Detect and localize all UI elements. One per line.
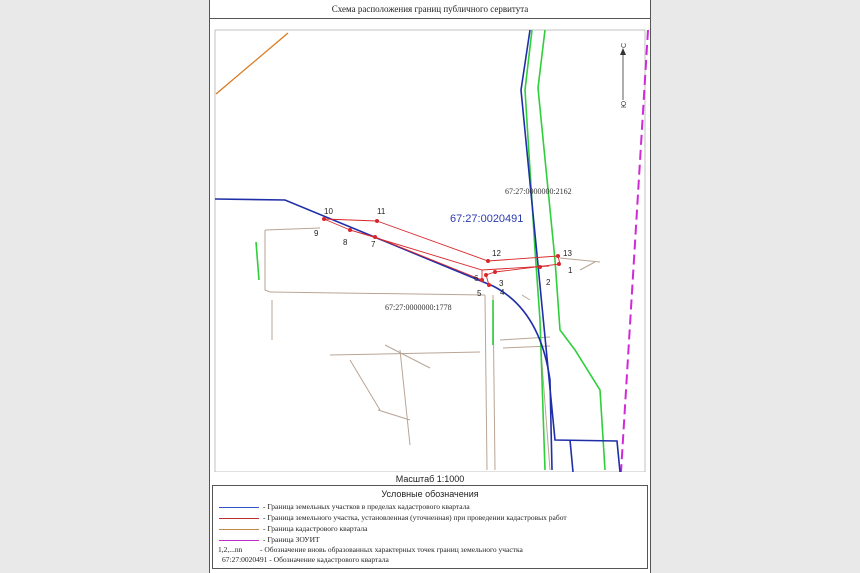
legend-key: 67:27:0020491: [222, 555, 268, 564]
legend-item-text: - Обозначение кадастрового квартала: [269, 555, 389, 564]
legend-item-text: - Обозначение вновь образованных характерных точек границ земельного участка: [260, 545, 523, 554]
boundary-point: [538, 265, 542, 269]
quarter-boundary-line: [216, 33, 288, 94]
point-label: 7: [371, 240, 376, 249]
legend-swatch: [219, 540, 259, 541]
map-sheet: [209, 0, 651, 573]
boundary-point: [487, 283, 491, 287]
map-canvas: [210, 0, 650, 472]
page-title: Схема расположения границ публичного сервитута: [210, 0, 650, 19]
north-arrow: [620, 48, 626, 100]
point-label: 1: [568, 266, 573, 275]
legend-swatch: [219, 507, 259, 508]
legend-swatch: [219, 518, 259, 519]
point-label: 8: [343, 238, 348, 247]
point-label: 2: [546, 278, 551, 287]
legend-item-text: - Граница ЗОУИТ: [263, 535, 320, 544]
boundary-points: [322, 217, 561, 287]
south-label: Ю: [621, 100, 628, 108]
boundary-point: [375, 219, 379, 223]
point-label: 5: [477, 289, 482, 298]
boundary-point: [480, 278, 484, 282]
quarter-label: 67:27:0020491: [450, 213, 524, 225]
scale-text: Масштаб 1:1000: [395, 474, 465, 484]
point-label: 10: [324, 207, 333, 216]
legend-item: [219, 502, 470, 512]
green-boundary-lines: [256, 30, 605, 470]
legend-key: 1,2,...nn: [218, 545, 243, 554]
legend-item-text: - Граница земельных участков в пределах кадастрового квартала: [263, 502, 470, 511]
boundary-point: [484, 273, 488, 277]
point-label: 3: [499, 279, 504, 288]
point-label: 9: [314, 229, 319, 238]
boundary-point: [493, 270, 497, 274]
boundary-point: [556, 254, 560, 258]
point-label: 4: [500, 288, 505, 297]
road-lines: [265, 228, 600, 470]
blue-parcel-lines: [215, 30, 620, 472]
north-label: С: [621, 42, 628, 48]
parcel-label: 67:27:0000000:1778: [385, 303, 452, 312]
point-label: 12: [492, 249, 501, 258]
boundary-point: [557, 262, 561, 266]
boundary-point: [348, 228, 352, 232]
legend-item: [219, 524, 367, 534]
map-frame: [215, 30, 645, 472]
boundary-point: [322, 217, 326, 221]
boundary-point: [373, 235, 377, 239]
legend-item-text: - Граница кадастрового квартала: [263, 524, 368, 533]
legend-item: [218, 545, 523, 555]
legend: [212, 485, 648, 569]
point-label: 6: [474, 274, 479, 283]
zouit-boundary-line: [621, 30, 648, 472]
legend-item: [222, 555, 389, 565]
legend-item-text: - Граница земельного участка, установленная (уточненная) при проведении кадастровых работ: [263, 513, 567, 522]
legend-item: [219, 513, 567, 523]
parcel-label: 67:27:0000000:2162: [505, 187, 572, 196]
legend-title: Условные обозначения: [381, 489, 479, 499]
boundary-point: [486, 259, 490, 263]
point-label: 13: [563, 249, 572, 258]
point-label: 11: [377, 207, 386, 216]
legend-item: [219, 535, 320, 545]
servitude-boundary: [324, 219, 560, 285]
legend-swatch: [219, 529, 259, 530]
